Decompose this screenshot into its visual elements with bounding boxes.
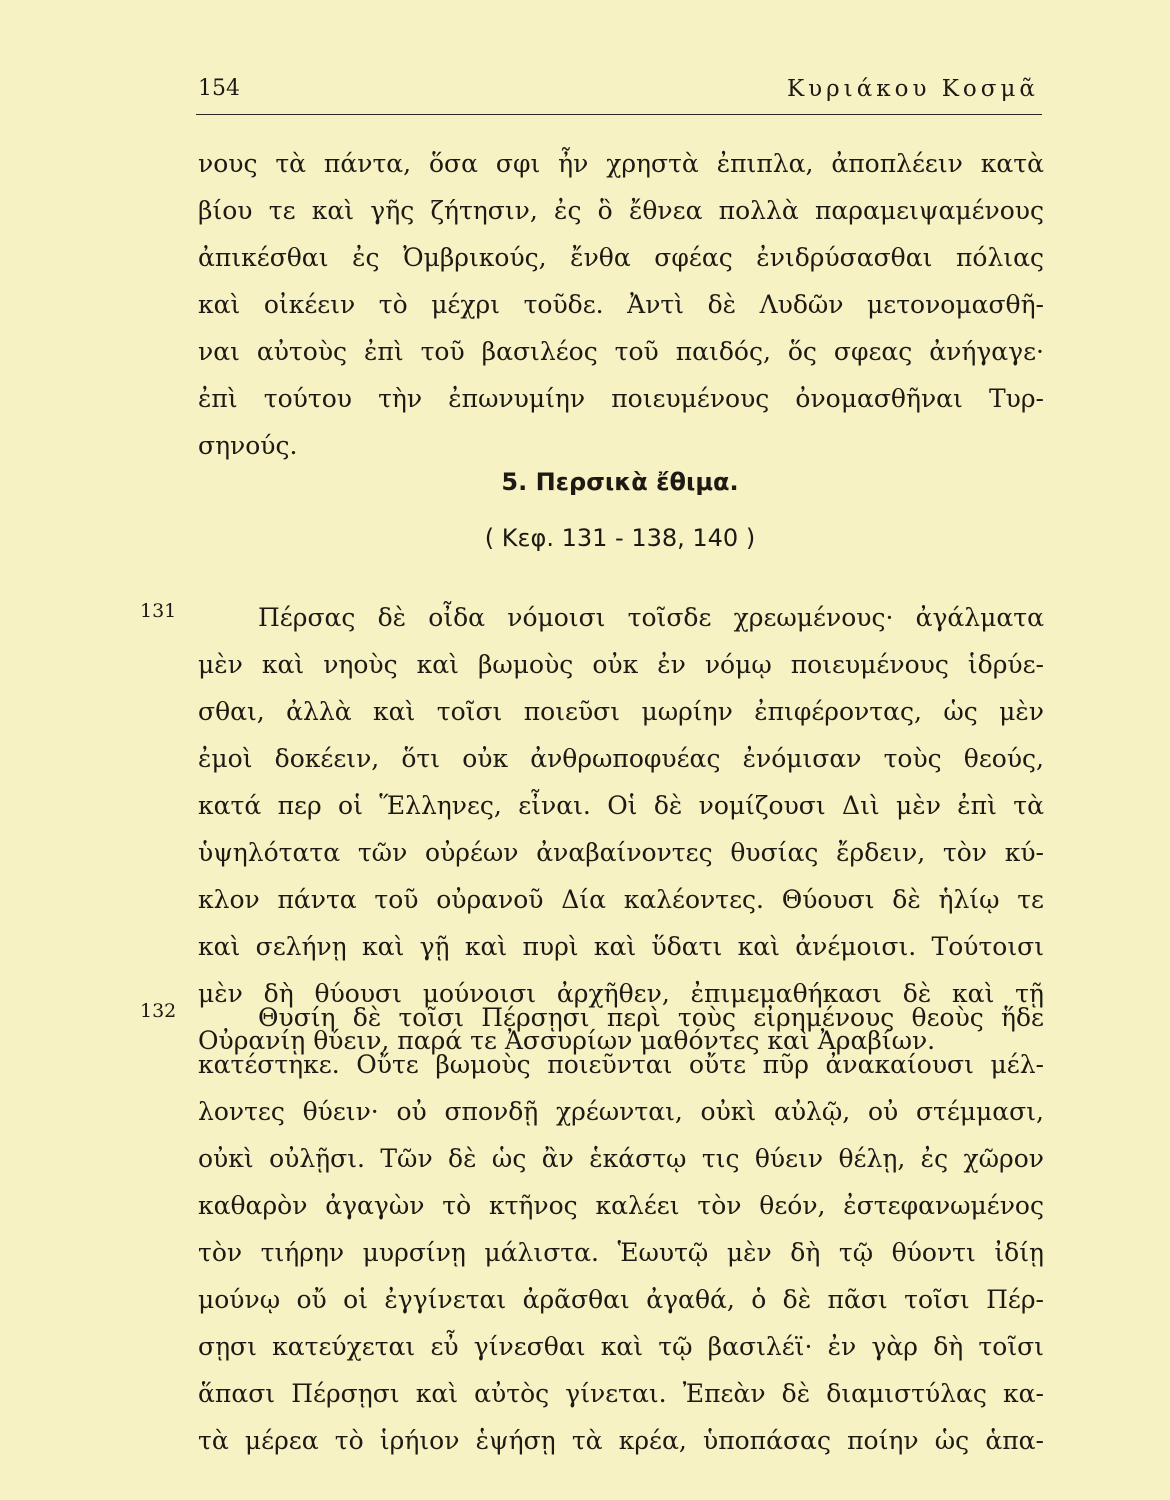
- text-line: ἐπὶ τούτου τὴν ἐπωνυμίην ποιευμένους ὀνομασθῆναι Τυρ-: [198, 384, 1044, 413]
- section-title: 5. Περσικὰ ἔθιμα.: [501, 468, 739, 496]
- text-line: ἀπικέσθαι ἐς Ὀμβρικούς, ἔνθα σφέας ἐνιδρύσασθαι πόλιας: [198, 243, 1044, 272]
- text-line: κατέστηκε. Οὔτε βωμοὺς ποιεῦνται οὔτε πῦρ ἀνακαίουσι μέλ-: [198, 1050, 1044, 1079]
- text-line: ὑψηλότατα τῶν οὐρέων ἀναβαίνοντες θυσίας ἔρδειν, τὸν κύ-: [198, 838, 1044, 867]
- chapter-number-132: 132: [140, 1000, 177, 1022]
- text-line: σῃσι κατεύχεται εὖ γίνεσθαι καὶ τῷ βασιλέϊ· ἐν γὰρ δὴ τοῖσι: [198, 1332, 1044, 1361]
- text-line: Θυσίη δὲ τοῖσι Πέρσῃσι περὶ τοὺς εἰρημένους θεοὺς ἥδε: [258, 1003, 1044, 1032]
- page-number: 154: [198, 76, 240, 101]
- text-line: κατά περ οἱ Ἕλληνες, εἶναι. Οἱ δὲ νομίζουσι Διὶ μὲν ἐπὶ τὰ: [198, 791, 1044, 820]
- text-line: σθαι, ἀλλὰ καὶ τοῖσι ποιεῦσι μωρίην ἐπιφέροντας, ὡς μὲν: [198, 697, 1044, 726]
- text-line: Οὐρανίῃ θύειν, παρά τε Ἀσσυρίων μαθόντες καὶ Ἀραβίων.: [198, 1026, 936, 1055]
- text-line: σηνούς.: [198, 431, 298, 460]
- section-subtitle: ( Κεφ. 131 - 138, 140 ): [484, 524, 756, 552]
- text-line: ἐμοὶ δοκέειν, ὅτι οὐκ ἀνθρωποφυέας ἐνόμισαν τοὺς θεούς,: [198, 744, 1044, 773]
- text-line: μούνῳ οὔ οἱ ἐγγίνεται ἀρᾶσθαι ἀγαθά, ὁ δὲ πᾶσι τοῖσι Πέρ-: [198, 1285, 1044, 1314]
- text-line: Πέρσας δὲ οἶδα νόμοισι τοῖσδε χρεωμένους· ἀγάλματα: [258, 603, 1044, 632]
- text-line: καὶ οἰκέειν τὸ μέχρι τοῦδε. Ἀντὶ δὲ Λυδῶν μετονομασθῆ-: [198, 290, 1044, 319]
- text-line: τὸν τιήρην μυρσίνῃ μάλιστα. Ἑωυτῷ μὲν δὴ τῷ θύοντι ἰδίῃ: [198, 1238, 1044, 1267]
- text-line: μὲν δὴ θύουσι μούνοισι ἀρχῆθεν, ἐπιμεμαθήκασι δὲ καὶ τῇ: [198, 979, 1044, 1008]
- text-line: νους τὰ πάντα, ὅσα σφι ἦν χρηστὰ ἐπιπλα, ἀποπλέειν κατὰ: [198, 149, 1044, 178]
- text-line: καὶ σελήνῃ καὶ γῇ καὶ πυρὶ καὶ ὕδατι καὶ ἀνέμοισι. Τούτοισι: [198, 932, 1044, 961]
- text-line: μὲν καὶ νηοὺς καὶ βωμοὺς οὐκ ἐν νόμῳ ποιευμένους ἱδρύε-: [198, 650, 1044, 679]
- text-line: λοντες θύειν· οὐ σπονδῇ χρέωνται, οὐκὶ αὐλῷ, οὐ στέμμασι,: [198, 1097, 1044, 1126]
- running-header-title: Κυριάκου Κοσμᾶ: [787, 76, 1039, 102]
- text-line: κλον πάντα τοῦ οὐρανοῦ Δία καλέοντες. Θύουσι δὲ ἡλίῳ τε: [198, 885, 1044, 914]
- text-line: τὰ μέρεα τὸ ἱρήιον ἑψήσῃ τὰ κρέα, ὑποπάσας ποίην ὡς ἁπα-: [198, 1426, 1044, 1455]
- chapter-132-text: [198, 994, 1044, 1464]
- chapter-number-131: 131: [140, 600, 177, 622]
- text-line: βίου τε καὶ γῆς ζήτησιν, ἐς ὃ ἔθνεα πολλὰ παραμειψαμένους: [198, 196, 1044, 225]
- text-line: οὐκὶ οὐλῇσι. Τῶν δὲ ὡς ἂν ἑκάστῳ τις θύειν θέλῃ, ἐς χῶρον: [198, 1144, 1044, 1173]
- text-line: καθαρὸν ἀγαγὼν τὸ κτῆνος καλέει τὸν θεόν, ἐστεφανωμένος: [198, 1191, 1044, 1220]
- text-line: ναι αὐτοὺς ἐπὶ τοῦ βασιλέος τοῦ παιδός, ὅς σφεας ἀνήγαγε·: [198, 337, 1044, 366]
- header-rule: [196, 114, 1042, 115]
- text-line: ἅπασι Πέρσῃσι καὶ αὐτὸς γίνεται. Ἐπεὰν δὲ διαμιστύλας κα-: [198, 1379, 1044, 1408]
- intro-paragraph: [198, 140, 1044, 469]
